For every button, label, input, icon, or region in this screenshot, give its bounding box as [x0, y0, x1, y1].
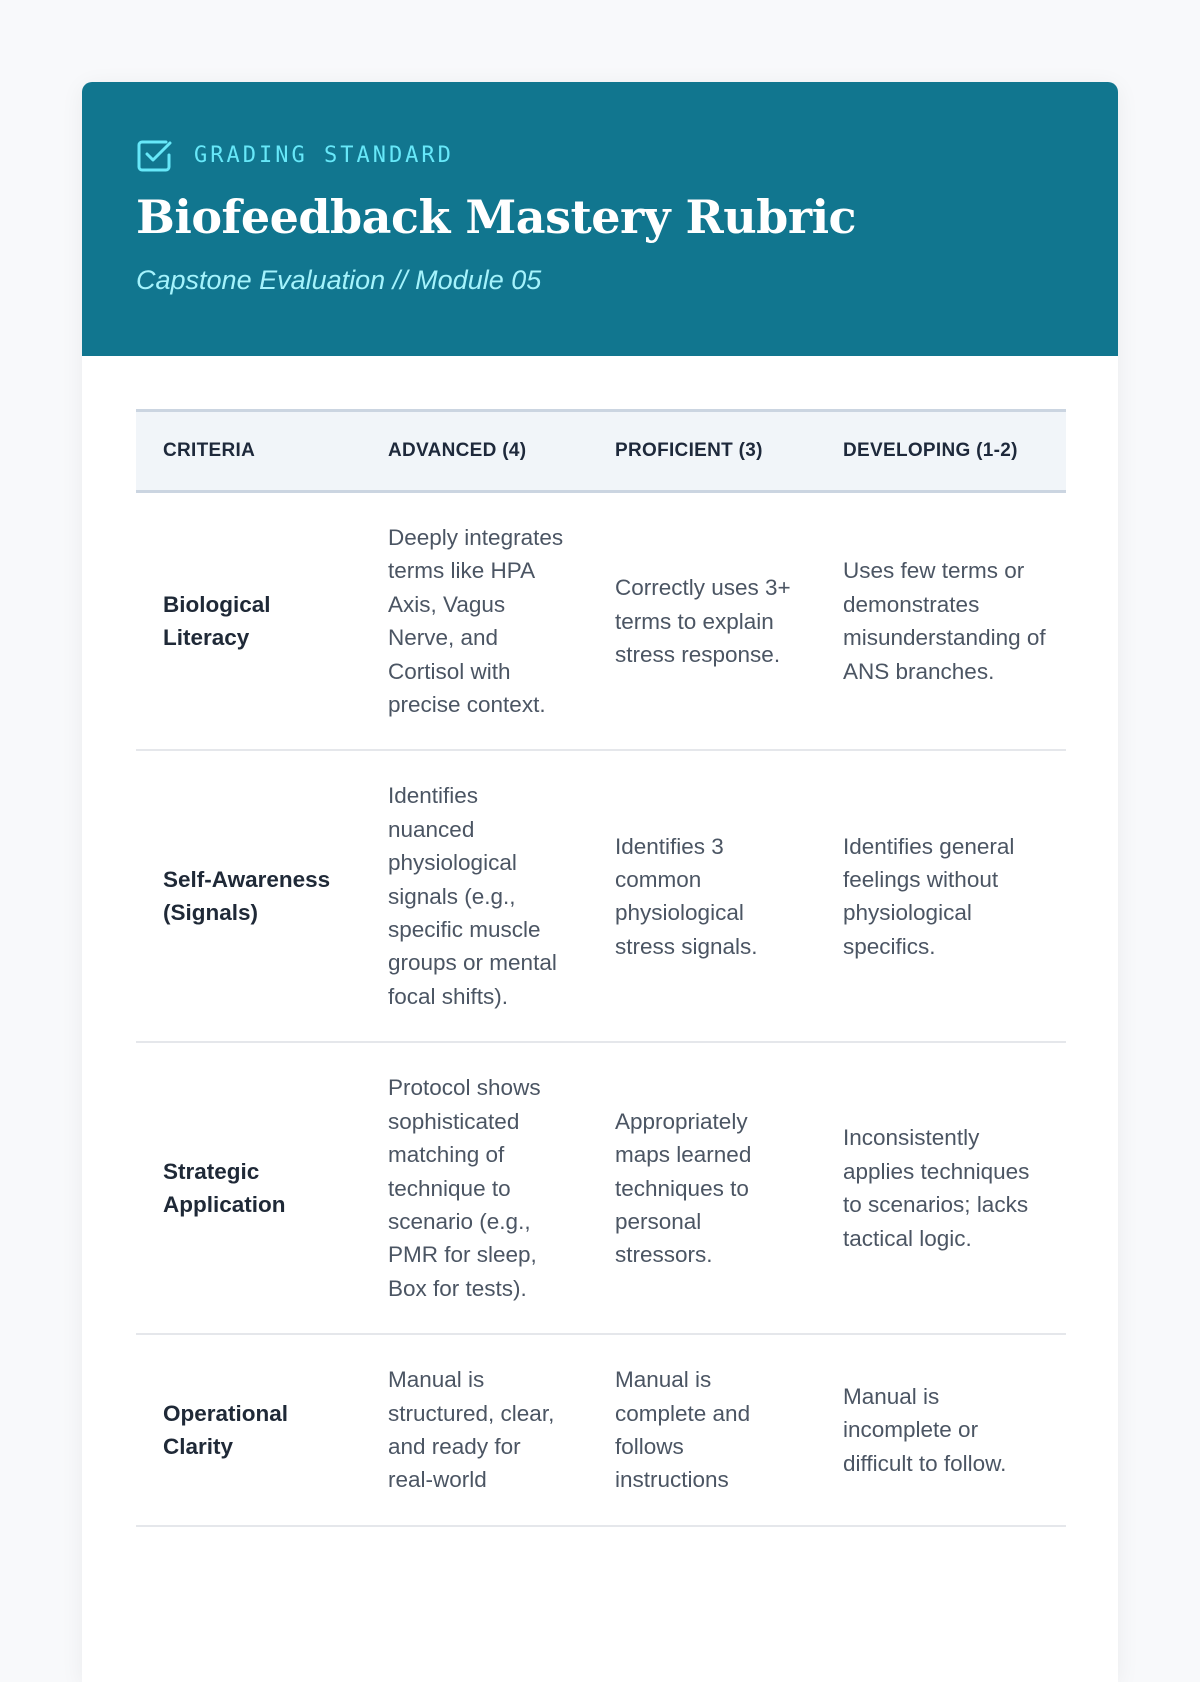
rubric-card — [82, 82, 1118, 1682]
column-header-criteria: CRITERIA — [163, 440, 256, 461]
developing-cell: Inconsistently applies techniques to scenarios; lacks tactical logic. — [843, 1125, 1030, 1251]
table-row — [136, 1334, 1066, 1526]
table-header-row — [136, 411, 1066, 492]
developing-cell: Identifies general feelings without physiological specifics. — [843, 833, 1015, 959]
advanced-cell: Protocol shows sophisticated matching of technique to scenario (e.g., PMR for sleep, Box for tests). — [388, 1075, 541, 1301]
rubric-table-container — [136, 409, 1066, 1527]
proficient-cell: Correctly uses 3+ terms to explain stress response. — [615, 575, 791, 667]
criteria-cell: Biological Literacy — [163, 591, 271, 651]
page-title: Biofeedback Mastery Rubric — [136, 190, 857, 244]
table-row — [136, 492, 1066, 751]
page-subtitle: Capstone Evaluation // Module 05 — [136, 265, 542, 295]
table-row — [136, 1042, 1066, 1334]
developing-cell: Manual is incomplete or difficult to follow. — [843, 1383, 1007, 1476]
checkbox-checked-icon — [136, 137, 172, 173]
proficient-cell: Appropriately maps learned techniques to personal stressors. — [615, 1108, 752, 1268]
eyebrow — [136, 137, 454, 173]
criteria-cell: Strategic Application — [163, 1158, 286, 1218]
advanced-cell: Deeply integrates terms like HPA Axis, Vagus Nerve, and Cortisol with precise context. — [388, 525, 564, 718]
column-header-advanced: ADVANCED (4) — [388, 440, 527, 461]
criteria-cell: Operational Clarity — [163, 1400, 289, 1459]
rubric-header — [82, 82, 1118, 356]
eyebrow-label: GRADING STANDARD — [194, 142, 454, 168]
advanced-cell: Identifies nuanced physiological signals (e.g., specific muscle groups or mental focal shifts). — [388, 783, 557, 1009]
developing-cell: Uses few terms or demonstrates misunderstanding of ANS branches. — [843, 558, 1046, 684]
column-header-proficient: PROFICIENT (3) — [615, 440, 763, 461]
proficient-cell: Identifies 3 common physiological stress signals. — [615, 833, 758, 959]
column-header-developing: DEVELOPING (1-2) — [843, 440, 1018, 461]
rubric-table — [136, 409, 1066, 1527]
table-row — [136, 750, 1066, 1042]
proficient-cell: Manual is complete and follows instructions — [615, 1367, 751, 1493]
advanced-cell: Manual is structured, clear, and ready for real-world — [388, 1367, 555, 1493]
criteria-cell: Self-Awareness (Signals) — [163, 866, 331, 926]
